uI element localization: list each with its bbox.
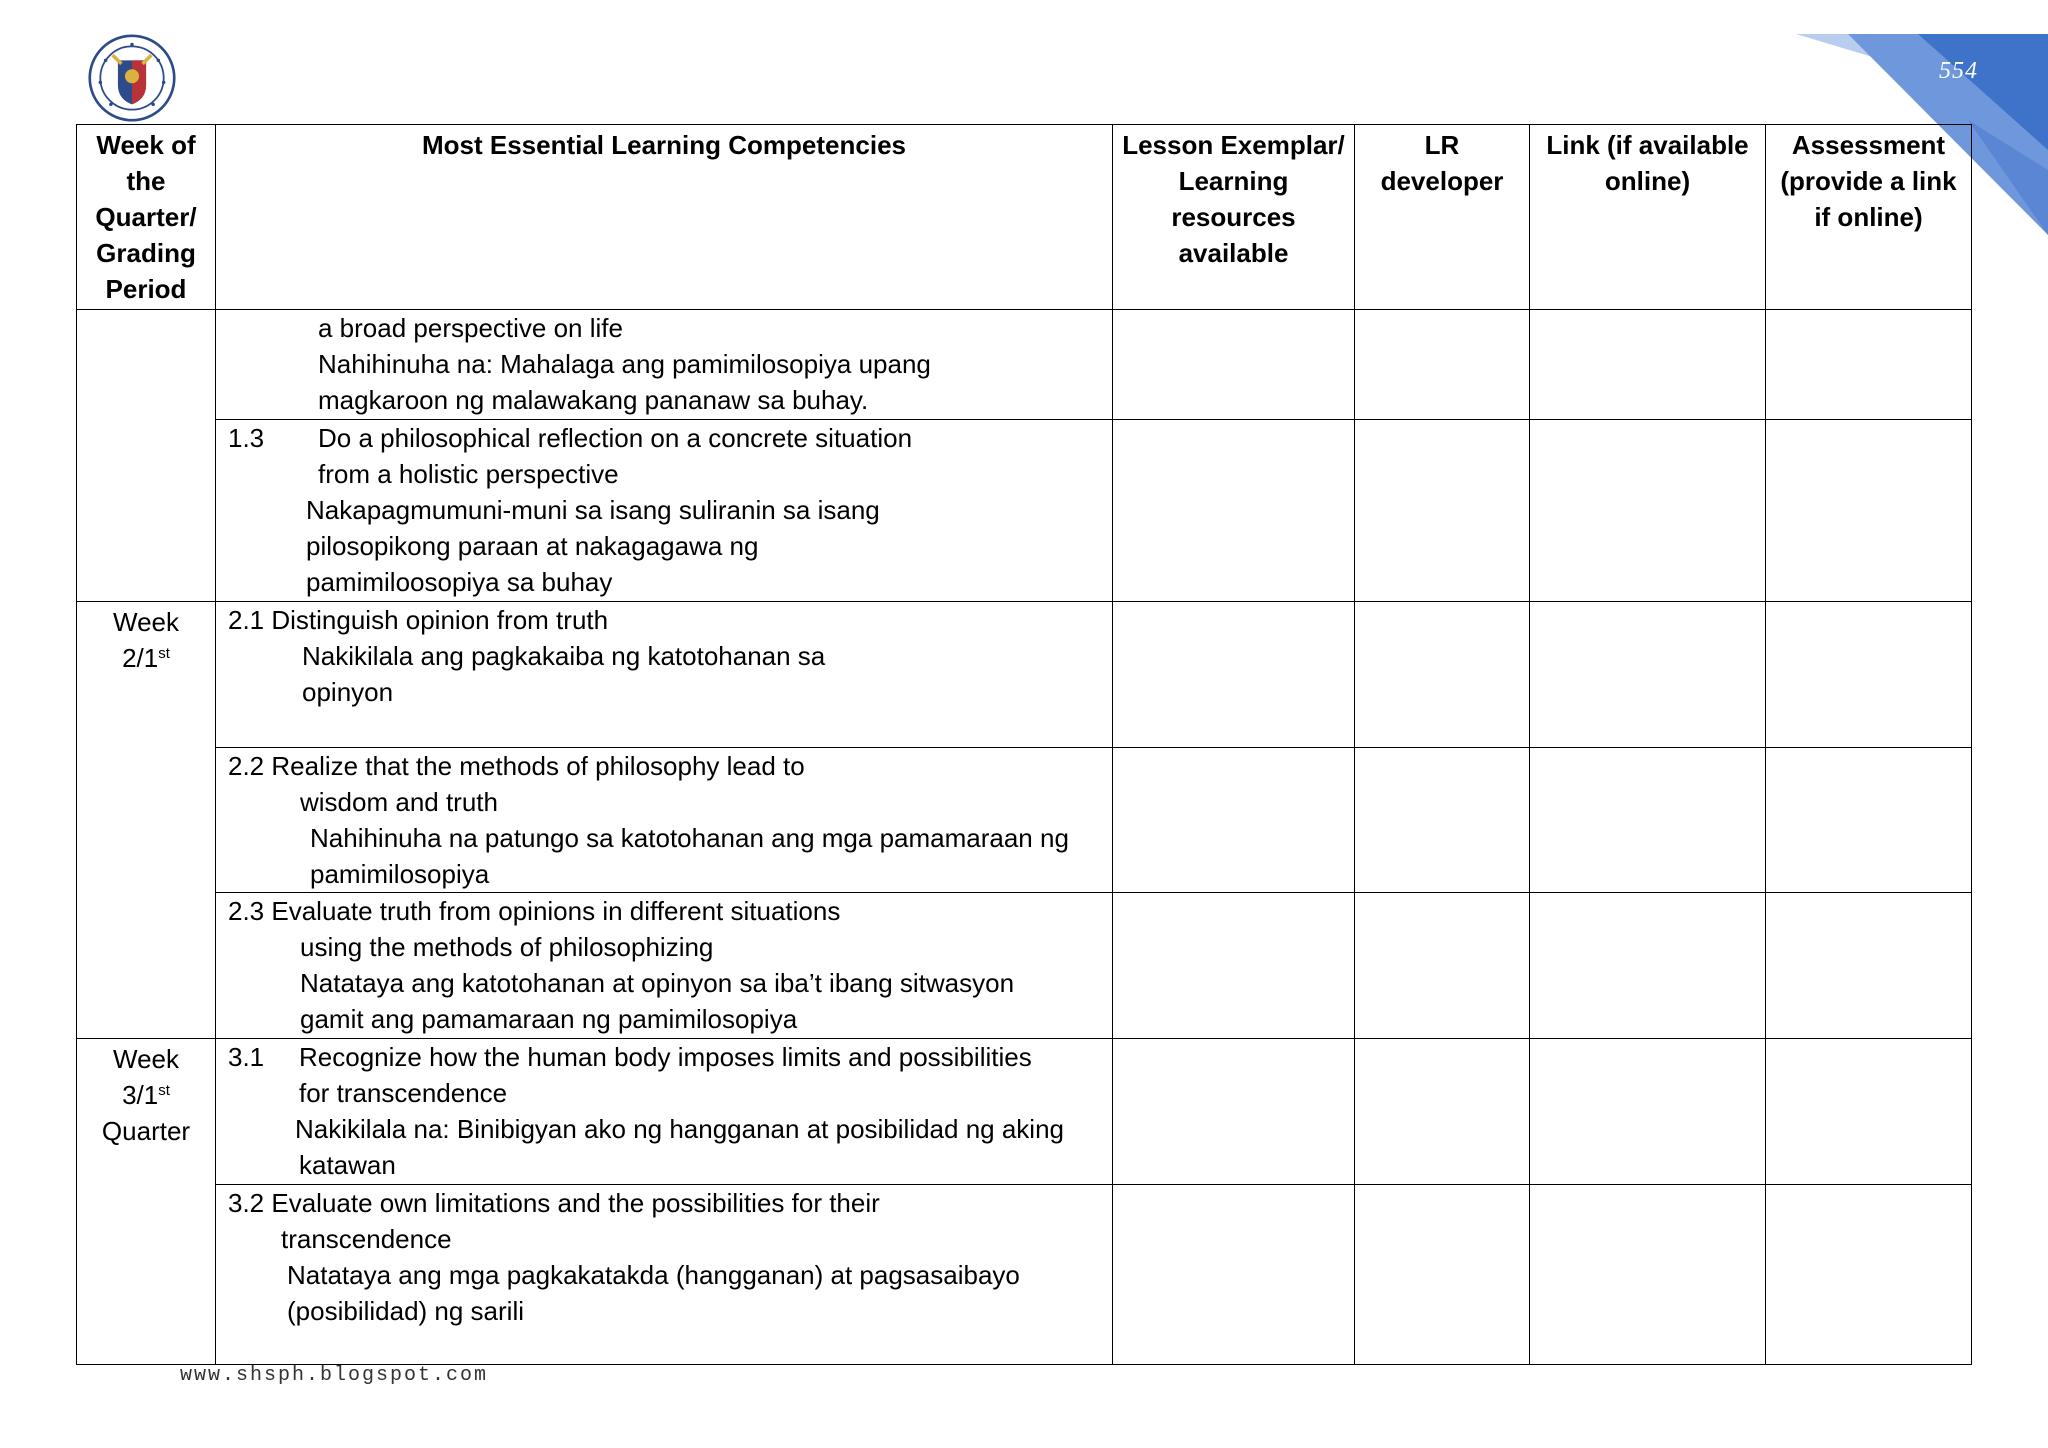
competency-line: Nakapagmumuni-muni sa isang suliranin sa isang: [306, 495, 880, 525]
footer-website: www.shsph.blogspot.com: [180, 1364, 489, 1387]
link-cell: [1530, 602, 1766, 748]
table-row: [77, 748, 1972, 893]
competency-line: 2.2 Realize that the methods of philosophy lead to: [228, 751, 805, 781]
competency-line: pamimiloosopiya sa buhay: [306, 567, 613, 597]
competency-line: 3.2 Evaluate own limitations and the possibilities for their: [228, 1188, 880, 1218]
competency-line: using the methods of philosophizing: [300, 932, 714, 962]
week-cell: [77, 310, 216, 602]
assessment-cell: [1766, 893, 1972, 1039]
link-cell: [1530, 893, 1766, 1039]
competency-line: Recognize how the human body imposes limits and possibilities: [299, 1042, 1032, 1072]
lr-developer-cell: [1355, 602, 1530, 748]
competency-line: Natataya ang katotohanan at opinyon sa iba’t ibang sitwasyon: [300, 968, 1015, 998]
lesson-exemplar-cell: [1113, 420, 1355, 602]
col-header-lesson-exemplar: Lesson Exemplar/ Learning resources available: [1113, 125, 1355, 310]
col-header-lr-developer: LR developer: [1355, 125, 1530, 310]
col-header-week: Week of the Quarter/ Grading Period: [77, 125, 216, 310]
competency-line: Natataya ang mga pagkakatakda (hangganan) at pagsasaibayo: [287, 1260, 1020, 1290]
competency-number: 1.3: [228, 423, 265, 453]
competency-line: transcendence: [281, 1224, 452, 1254]
table-row: [77, 310, 1972, 420]
competency-line: Do a philosophical reflection on a concrete situation: [318, 423, 913, 453]
lr-developer-cell: [1355, 748, 1530, 893]
table-row: [77, 1039, 1972, 1185]
deped-seal-icon: [88, 34, 176, 122]
competency-cell: [216, 420, 1113, 602]
competency-cell: [216, 1039, 1113, 1185]
week-label: Week: [113, 1044, 179, 1074]
competency-line: for transcendence: [299, 1078, 508, 1108]
lr-developer-cell: [1355, 1039, 1530, 1185]
header-row: [77, 125, 1972, 310]
competency-line-group: [228, 1039, 1102, 1075]
page-number: 554: [1939, 58, 1978, 84]
lr-developer-cell: [1355, 1185, 1530, 1365]
competency-number: 3.1: [228, 1042, 265, 1072]
week-cell: [77, 602, 216, 1039]
competency-line: Nakikilala na: Binibigyan ako ng hangganan at posibilidad ng aking: [295, 1114, 1064, 1144]
table-row: [77, 893, 1972, 1039]
link-cell: [1530, 748, 1766, 893]
competency-cell: [216, 893, 1113, 1039]
link-cell: [1530, 420, 1766, 602]
competency-line: 2.3 Evaluate truth from opinions in different situations: [228, 896, 841, 926]
week-label: Week 2/1st: [113, 607, 179, 673]
lr-developer-cell: [1355, 420, 1530, 602]
table-row: [77, 420, 1972, 602]
lr-developer-cell: [1355, 893, 1530, 1039]
assessment-cell: [1766, 420, 1972, 602]
assessment-cell: [1766, 310, 1972, 420]
lesson-exemplar-cell: [1113, 1039, 1355, 1185]
competency-line: (posibilidad) ng sarili: [287, 1296, 524, 1326]
competency-line: a broad perspective on life: [318, 313, 623, 343]
competency-line: wisdom and truth: [300, 787, 498, 817]
competency-line: opinyon: [302, 677, 394, 707]
lr-developer-cell: [1355, 310, 1530, 420]
lesson-exemplar-cell: [1113, 748, 1355, 893]
table-row: [77, 1185, 1972, 1365]
week-label-text: 3/1: [122, 1080, 159, 1110]
lesson-exemplar-cell: [1113, 1185, 1355, 1365]
competency-line: katawan: [299, 1150, 396, 1180]
competency-line-group: [228, 420, 1102, 456]
lesson-exemplar-cell: [1113, 893, 1355, 1039]
assessment-cell: [1766, 748, 1972, 893]
competency-line: from a holistic perspective: [318, 459, 619, 489]
competency-cell: [216, 748, 1113, 893]
link-cell: [1530, 1039, 1766, 1185]
col-header-link: Link (if available online): [1530, 125, 1766, 310]
assessment-cell: [1766, 602, 1972, 748]
col-header-competencies: Most Essential Learning Competencies: [216, 125, 1113, 310]
competency-line: pilosopikong paraan at nakagagawa ng: [306, 531, 759, 561]
week-cell: [77, 1039, 216, 1365]
competency-line: magkaroon ng malawakang pananaw sa buhay.: [318, 385, 869, 415]
col-header-assessment: Assessment (provide a link if online): [1766, 125, 1972, 310]
melc-table: [76, 124, 1972, 1365]
competency-line: 2.1 Distinguish opinion from truth: [228, 605, 609, 635]
competency-line: Nakikilala ang pagkakaiba ng katotohanan sa: [302, 641, 826, 671]
assessment-cell: [1766, 1039, 1972, 1185]
link-cell: [1530, 1185, 1766, 1365]
competency-cell: [216, 310, 1113, 420]
competency-cell: [216, 1185, 1113, 1365]
competency-line: pamimilosopiya: [310, 859, 490, 889]
lesson-exemplar-cell: [1113, 602, 1355, 748]
table-row: [77, 602, 1972, 748]
competency-cell: [216, 602, 1113, 748]
competency-line: Nahihinuha na patungo sa katotohanan ang mga pamamaraan ng: [310, 823, 1069, 853]
week-label-line: 3/1st: [122, 1080, 170, 1110]
lesson-exemplar-cell: [1113, 310, 1355, 420]
week-label-quarter: Quarter: [101, 1116, 191, 1146]
competency-line: gamit ang pamamaraan ng pamimilosopiya: [300, 1004, 798, 1034]
link-cell: [1530, 310, 1766, 420]
competency-line: Nahihinuha na: Mahalaga ang pamimilosopiya upang: [318, 349, 931, 379]
assessment-cell: [1766, 1185, 1972, 1365]
